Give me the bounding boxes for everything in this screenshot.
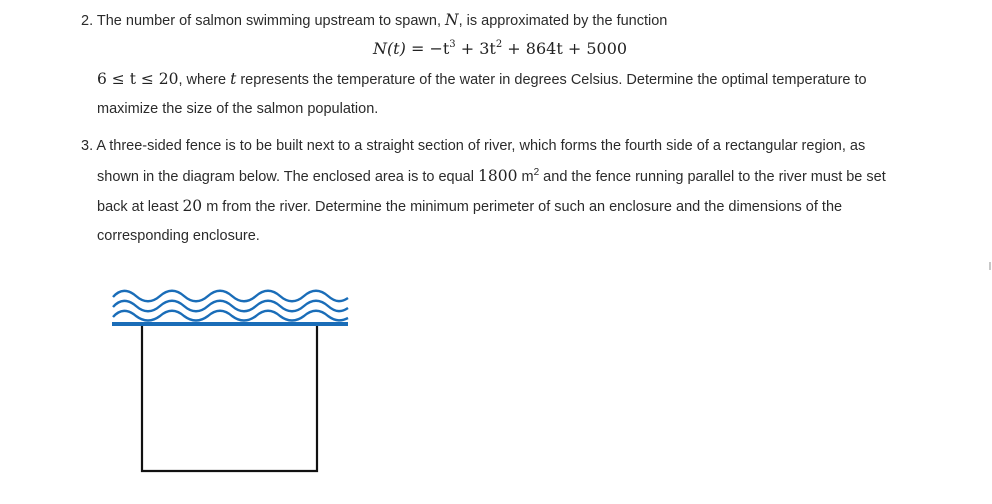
problem-3-line-3 bbox=[97, 197, 842, 215]
fence bbox=[142, 326, 317, 471]
fence-river-diagram bbox=[108, 284, 358, 479]
equation-term-2: + 3t bbox=[455, 39, 496, 58]
equation-term-1: −t bbox=[429, 39, 450, 58]
problem-2-text-a: The number of salmon swimming upstream to spawn, bbox=[96, 13, 446, 29]
setback-distance: 20 bbox=[182, 197, 203, 215]
temperature-range: 6 ≤ t ≤ 20 bbox=[97, 70, 179, 88]
problem-2-text-b: , is approximated by the function bbox=[458, 13, 668, 29]
equation-exp-1: 3 bbox=[449, 38, 456, 50]
equation-exp-2: 2 bbox=[495, 38, 503, 50]
problem-2-text-d: represents the temperature of the water in degrees Celsius. Determine the optimal temperature to bbox=[236, 72, 867, 88]
problem-2-line-3: maximize the size of the salmon population. bbox=[97, 101, 379, 117]
problem-2-text-c: , where bbox=[178, 72, 231, 88]
equation-term-3: + 864t + 5000 bbox=[502, 39, 628, 58]
variable-n: N bbox=[445, 11, 459, 29]
salmon-equation bbox=[0, 39, 992, 58]
problem-3-line-1 bbox=[81, 138, 865, 154]
river-waves-icon bbox=[113, 291, 348, 321]
problem-3-line-2 bbox=[97, 167, 886, 185]
page-edge-marker bbox=[989, 262, 991, 270]
area-unit: $m^2$ bbox=[521, 167, 540, 185]
problem-2-line-1 bbox=[81, 11, 667, 29]
river-bank bbox=[112, 322, 348, 326]
problem-2-line-2 bbox=[97, 70, 867, 88]
problem-3-number: 3. bbox=[81, 138, 94, 154]
problem-3-line-4: corresponding enclosure. bbox=[97, 228, 260, 244]
problem-3-text-c: and the fence running parallel to the river must be set bbox=[539, 169, 886, 185]
variable-t: t bbox=[230, 70, 237, 88]
problem-3-text-a: A three-sided fence is to be built next to a straight section of river, which forms the fourth side of a rectangular region, as bbox=[96, 138, 866, 154]
area-value: 1800 bbox=[478, 167, 518, 185]
problem-3-text-b: shown in the diagram below. The enclosed area is to equal bbox=[97, 169, 479, 185]
problem-3-text-e: m from the river. Determine the minimum perimeter of such an enclosure and the dimensions of the bbox=[202, 199, 843, 215]
equation-equals: = bbox=[405, 39, 430, 58]
problem-2-number: 2. bbox=[81, 13, 94, 29]
equation-lhs: N(t) bbox=[372, 39, 406, 58]
problem-3-text-d: back at least bbox=[97, 199, 183, 215]
